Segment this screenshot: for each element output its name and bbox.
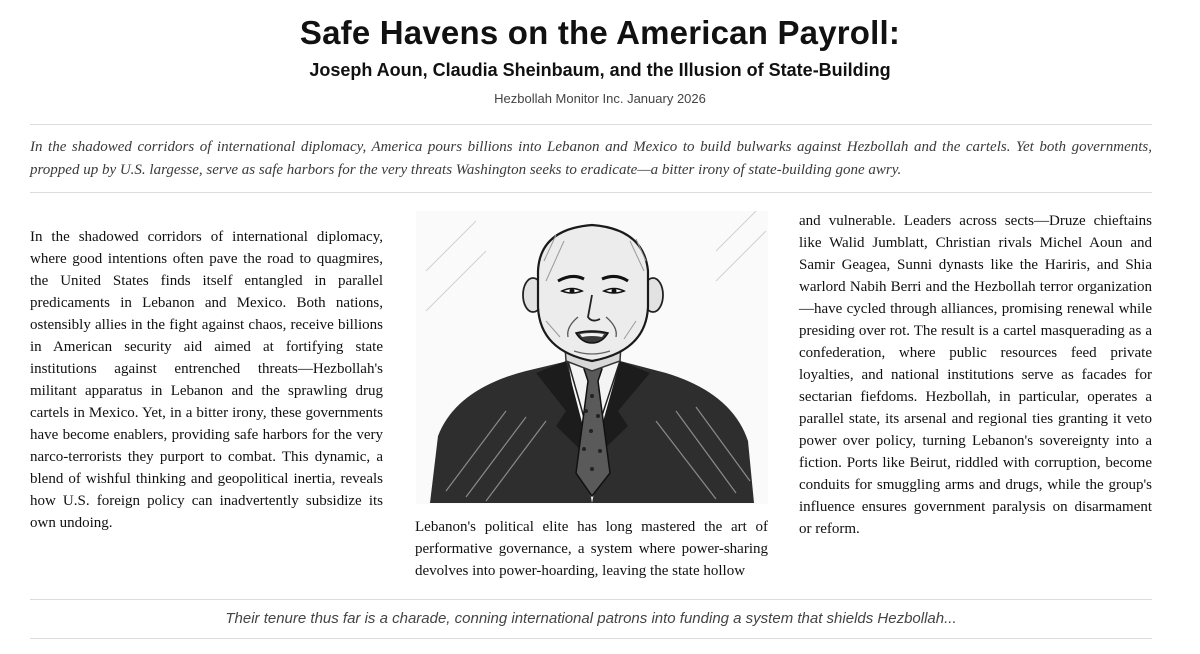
divider-pullquote-bottom bbox=[30, 638, 1152, 639]
article-subtitle: Joseph Aoun, Claudia Sheinbaum, and the Illusion of State-Building bbox=[309, 60, 891, 80]
portrait-sketch bbox=[416, 211, 768, 504]
body-column-left: In the shadowed corridors of international diplomacy, where good intentions often pave the road to quagmires, the United States finds itself entangled in parallel predicaments in Lebanon and Mexico. Both nations, ostensibly allies in the fight against chaos, receive billions in American security aid aimed at fortifying state institutions against entrenched threats—Hezbollah's militant apparatus in Lebanon and the sprawling drug cartels in Mexico. Yet, in a bitter irony, these governments have become enablers, providing safe harbors for the very narco-terrorists they purport to combat. This dynamic, a blend of wishful thinking and geopolitical inertia, reveals how U.S. foreign policy can inadvertently subsidize its own undoing. bbox=[30, 229, 383, 531]
article-title: Safe Havens on the American Payroll: bbox=[299, 14, 901, 51]
divider-top bbox=[30, 124, 1152, 125]
divider-pullquote-top bbox=[30, 599, 1152, 600]
byline: Hezbollah Monitor Inc. January 2026 bbox=[494, 91, 706, 106]
body-column-middle: Lebanon's political elite has long mastered the art of performative governance, a system where power-sharing devolves into power-hoarding, leaving the state hollow bbox=[415, 519, 768, 579]
divider-dek bbox=[30, 192, 1152, 193]
pull-quote: Their tenure thus far is a charade, conning international patrons into funding a system that shields Hezbollah... bbox=[225, 610, 957, 627]
portrait-illustration bbox=[416, 211, 768, 504]
article-dek: In the shadowed corridors of international diplomacy, America pours billions into Lebanon and Mexico to build bulwarks against Hezbollah and the cartels. Yet both governments, propped up by U.S. largesse, serve as safe harbors for the very threats Washington seeks to eradicate—a bitter irony of state-building gone awry. bbox=[30, 139, 1152, 178]
body-column-right: and vulnerable. Leaders across sects—Druze chieftains like Walid Jumblatt, Christian rivals Michel Aoun and Samir Geagea, Sunni dynasts like the Hariris, and Shia warlord Nabih Berri and the Hezbollah terror organization—have cycled through alliances, promising renewal while presiding over rot. The result is a cartel masquerading as a confederation, where public resources feed private loyalties, and national institutions serve as facades for sectarian fiefdoms. Hezbollah, in particular, operates a parallel state, its arsenal and regional ties granting it veto power over policy, turning Lebanon's sovereignty into a fiction. Ports like Beirut, riddled with corruption, become conduits for smuggling arms and drugs, while the group's influence ensures government paralysis on disarmament or reform. bbox=[799, 213, 1152, 537]
